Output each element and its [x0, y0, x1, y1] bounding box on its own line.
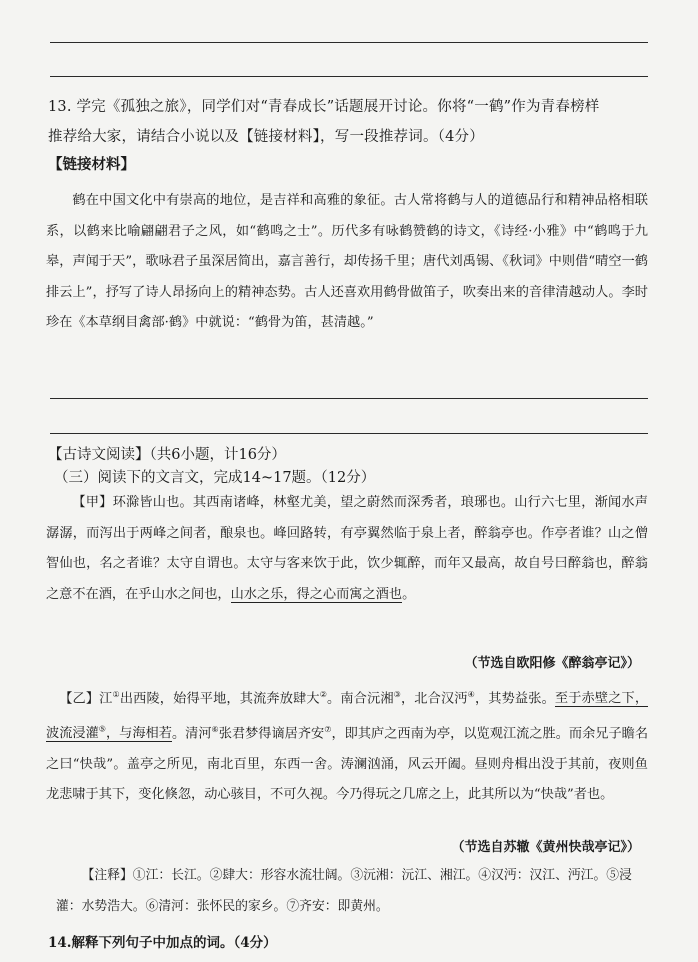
question-14: 14.解释下列句子中加点的词。（4分） — [48, 935, 277, 951]
answer-line — [50, 76, 648, 77]
answer-line — [50, 398, 648, 399]
reading-task: （三）阅读下的文言文，完成14~17题。（12分） — [54, 470, 376, 486]
passage-yi: 【乙】江①出西陵，始得平地，其流奔放肆大②。南合沅湘③，北合汉沔④，其势益张。至于赤壁之下，波流浸灌⑤，与海相若。清河⑥张君梦得谪居齐安⑦，即其庐之西南为亭，以览观江流之胜。而余兄子瞻名之曰“快哉”。盖亭之所见，南北百里，东西一舍。涛澜汹涌，风云开阖。昼则舟楫出没于其前，夜则鱼龙悲啸于其下，变化倏忽，动心骇目，不可久视。今乃得玩之几席之上，此其所以为“快哉”者也。 — [46, 690, 649, 803]
answer-line — [50, 433, 648, 434]
section-title: 【古诗文阅读】（共6小题，计16分） — [48, 447, 286, 463]
passage-jia: 【甲】环滁皆山也。其西南诸峰，林壑尤美，望之蔚然而深秀者，琅琊也。山行六七里，渐闻水声潺潺，而泻出于两峰之间者，酿泉也。峰回路转，有亭翼然临于泉上者，醉翁亭也。作亭者谁？山之僧智仙也，名之者谁？太守自谓也。太守与客来饮于此，饮少辄醉，而年又最高，故自号曰醉翁也，醉翁之意不在酒，在乎山水之间也，山水之乐，得之心而寓之酒也。 — [46, 495, 648, 602]
question-13: 13. 学完《孤独之旅》，同学们对“青春成长”话题展开讨论。你将“一鹤”作为青春榜样 推荐给大家，请结合小说以及【链接材料】，写一段推荐词。（4分） — [48, 99, 600, 145]
link-material-passage: 鹤在中国文化中有崇高的地位，是吉祥和高雅的象征。古人常将鹤与人的道德品行和精神品格相联系，以鹤来比喻翩翩君子之风，如“鹤鸣之士”。历代多有咏鹤赞鹤的诗文，《诗经·小雅》中“鹤鸣于九皋，声闻于天”，歌咏君子虽深居简出，嘉言善行，却传扬千里；唐代刘禹锡、《秋词》中则借“晴空一鹤排云上”，抒写了诗人昂扬向上的精神态势。古人还喜欢用鹤骨做笛子，吹奏出来的音律清越动人。李时珍在《本草纲目禽部·鹤》中就说：“鹤骨为笛，甚清越。” — [46, 193, 648, 330]
annotations: 【注释】①江：长江。②肆大：形容水流壮阔。③沅湘：沅江、湘江。④汉沔：汉江、沔江。⑤浸灌：水势浩大。⑥清河：张怀民的家乡。⑦齐安：即黄州。 — [56, 868, 632, 914]
link-material-heading: 【链接材料】 — [48, 156, 135, 173]
source-jia: （节选自欧阳修《醉翁亭记》） — [464, 656, 640, 671]
answer-line — [50, 42, 648, 43]
underlined-sentence: 山水之乐，得之心而寓之酒也 — [230, 586, 403, 602]
source-yi: （节选自苏辙《黄州快哉亭记》） — [451, 840, 640, 855]
underlined-sentence: 至于赤壁之下，波流浸灌⑤，与海相若 — [46, 691, 649, 742]
